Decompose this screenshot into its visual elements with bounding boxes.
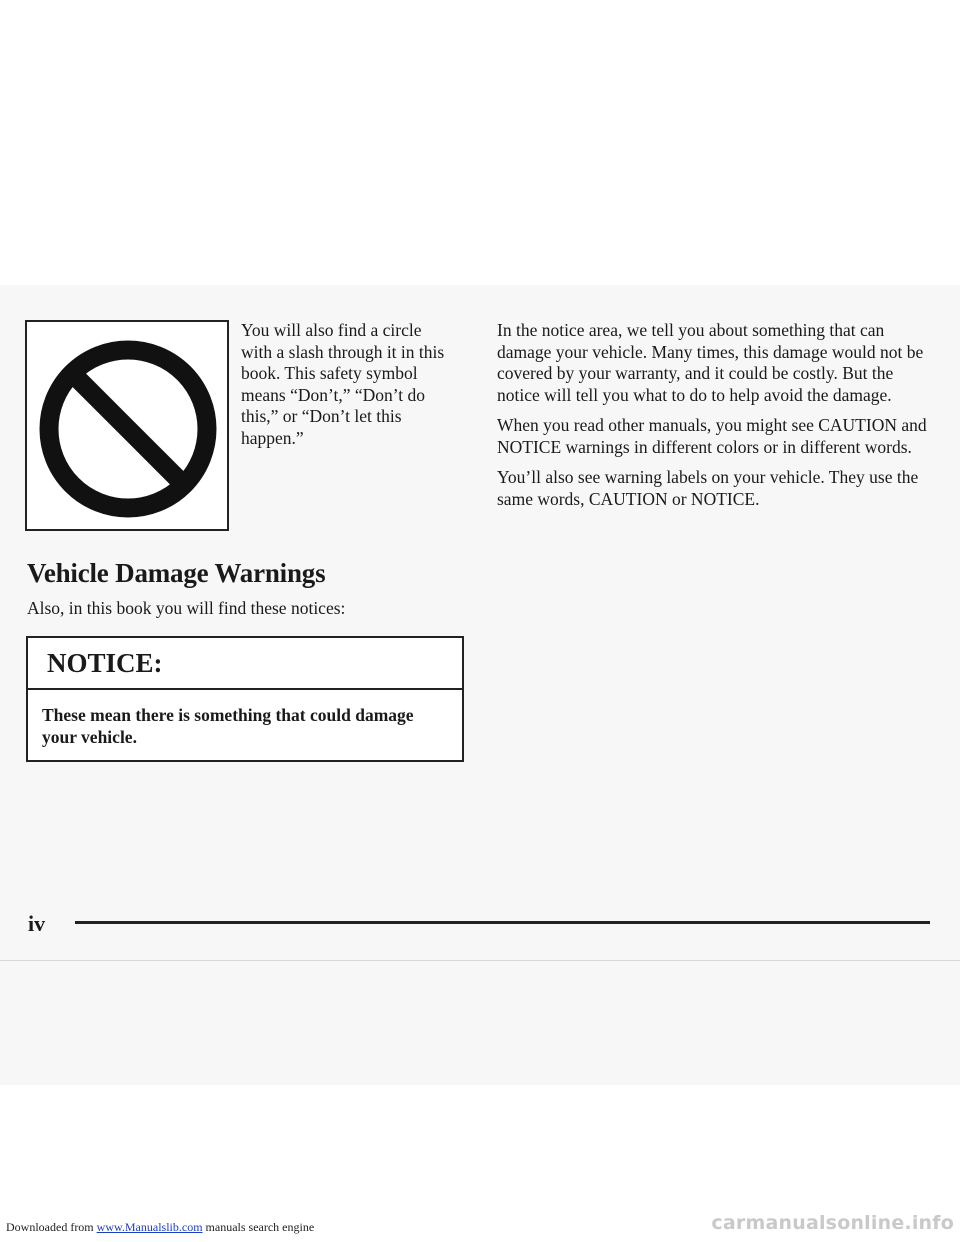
section-intro: Also, in this book you will find these notices:: [27, 598, 346, 618]
site-watermark: carmanualsonline.info: [711, 1212, 954, 1234]
page-footer-rule: [75, 921, 930, 924]
prohibition-circle-slash-icon: [35, 336, 221, 522]
notice-box: [26, 636, 464, 762]
notice-title: NOTICE:: [47, 648, 163, 678]
download-footer: [6, 1220, 314, 1235]
safety-symbol-box: [25, 320, 229, 531]
footer-suffix: manuals search engine: [202, 1220, 315, 1234]
manualslib-link[interactable]: www.Manualslib.com: [96, 1220, 203, 1234]
paragraph-warning-labels: You’ll also see warning labels on your vehicle. They use the same words, CAUTION or NOTICE.: [497, 467, 919, 509]
notice-body: These mean there is something that could damage your vehicle.: [42, 705, 414, 747]
page-number: iv: [28, 911, 46, 936]
page-top-margin: [0, 0, 960, 285]
right-column: [497, 320, 937, 519]
scan-edge-line: [0, 960, 960, 961]
paragraph-notice-area: In the notice area, we tell you about something that can damage your vehicle. Many times, this damage would not be covered by your warranty, and it could be costly. But the notice will tell you what to do to help avoid the damage.: [497, 320, 924, 405]
footer-prefix: Downloaded from: [6, 1220, 97, 1234]
paragraph-other-manuals: When you read other manuals, you might see CAUTION and NOTICE warnings in different colors or in different words.: [497, 415, 927, 457]
section-heading: Vehicle Damage Warnings: [27, 558, 326, 588]
notice-header: [28, 638, 462, 690]
safety-symbol-description: You will also find a circle with a slash through it in this book. This safety symbol means “Don’t,” “Don’t do this,” or “Don’t let this happen.”: [241, 320, 445, 448]
